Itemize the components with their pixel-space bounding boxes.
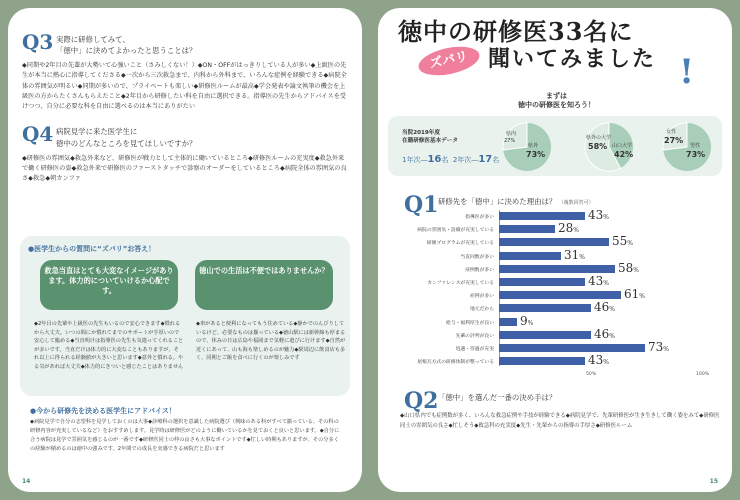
student-question-tokuyama-life: 徳山での生活は不便ではありませんか？	[195, 260, 333, 310]
bar	[499, 265, 615, 273]
bar	[499, 291, 621, 299]
student-qa-box	[20, 236, 350, 396]
pie-gender-big-value: 73%	[686, 150, 706, 159]
advice-text: ◆病院見学で自分の志望科を見学しておくのは大事◆診療科の選択を意識した病院選び（興味のある科がすべて揃っている、その科の研修内容が充実しているなど）をおすすめします。見学時は研修医がどのように働いているかを見ておくと良いと思います。◆自分に合う病院は見学で雰囲気を感じるのが一番です◆研修医同士の仲の良さも大事なポイントです◆忙しい時期もありますが、その分多くの経験が積めるのは徳中の強みです。2年間での成長を実感できる病院だと思います	[30, 419, 340, 452]
bar-value-unit: %	[579, 253, 585, 261]
bar-value-unit: %	[573, 227, 579, 235]
bar-value-number: 58	[618, 260, 634, 275]
q1-unit: （複数回答可）	[558, 200, 594, 206]
bar-label: 処遇・待遇が充実	[455, 347, 494, 352]
bar	[499, 331, 591, 339]
bar-label: 研修プログラムが充実している	[426, 241, 494, 247]
bar-value-number: 73	[648, 340, 664, 354]
q1-number: Q1	[404, 192, 439, 218]
bar-value-number: 46	[594, 326, 610, 341]
bar-value-label	[618, 261, 639, 275]
q2-question: 「徳中」を選んだ一番の決め手は？	[438, 393, 557, 402]
bar-label: 先輩の評判が良い	[455, 333, 494, 339]
bar-value-number: 46	[594, 300, 610, 315]
bar-row	[378, 313, 732, 329]
q3-heading	[22, 32, 348, 56]
bar	[499, 278, 585, 286]
left-page	[8, 8, 362, 492]
bar-value-number: 43	[588, 274, 604, 288]
bar-value-label	[594, 327, 615, 341]
bar-value-number: 43	[588, 208, 604, 222]
bar-label: 地元だから	[470, 307, 494, 313]
headline-line1: 徳中の研修医33名に	[398, 17, 634, 46]
bar-value-number: 61	[624, 287, 640, 302]
bar-row	[378, 260, 732, 276]
bar-value-label	[558, 221, 579, 235]
bar	[499, 252, 561, 260]
pie-origin-small-label: 県内	[506, 131, 517, 137]
bar-label: 症例が多い	[470, 294, 494, 300]
bar-label: 当直回数が多い	[460, 254, 494, 260]
bar-label: カンファレンスが充実している	[427, 281, 494, 286]
bar-value-unit: %	[603, 359, 609, 367]
bar-value-label	[612, 234, 633, 248]
q1-question: 研修先を「徳中」に決めた理由は？ （複数回答可）	[438, 197, 594, 206]
bar-row	[378, 247, 732, 263]
basic-data-box	[388, 116, 722, 176]
bar-value-number: 31	[564, 247, 580, 262]
pie-gender-big-label: 男性	[690, 143, 701, 149]
bar-row	[378, 302, 732, 315]
pie-university-big-label: 山口大学	[612, 143, 633, 149]
q1-bar-chart	[378, 210, 732, 378]
q3-answer: ◆同期や2年目の先輩が大勢いて心強いこと（さみしくない！）◆ON・OFFがはっきりしている人が多い◆上級医の先生が本当に熱心に指導してくださる◆一次から三次救急まで、内科から外科まで、いろんな症例を経験できる◆病院全体の雰囲気が明るい◆同期が多いので、プライベートも楽しい◆研修医ルームが最高◆学会発表や論文執筆の機会を上級医の方からたくさんもらえたこと◆2年目から研修したい科を自由に選択できる。指導医の先生からアドバイスを受けつつ、自分に必要な科を自由に選べるのは本当にありがたい	[22, 62, 347, 111]
pie-gender-small-label: 女性	[666, 129, 677, 135]
headline-line2: 聞いてみました	[488, 46, 657, 72]
bar	[499, 238, 609, 246]
bar-value-label	[588, 274, 609, 288]
bar	[499, 225, 555, 233]
bar-value-unit: %	[527, 319, 534, 327]
student-qa-title: ●医学生からの質問に“ズバリ”お答え！	[28, 245, 156, 253]
bar-value-label	[520, 314, 533, 328]
bar-value-label	[588, 353, 609, 367]
q4-question: 病院見学に来た医学生に 徳中のどんなところを見てほしいですか？	[56, 127, 197, 148]
bar-value-unit: %	[603, 214, 609, 221]
bar-label: 症例数が多い	[465, 267, 494, 273]
right-page	[378, 8, 732, 492]
pie-university-small-value: 58%	[588, 142, 608, 151]
bar-row	[378, 236, 732, 249]
tick-100: 100%	[696, 372, 710, 377]
bar-value-unit: %	[609, 332, 615, 340]
bar-value-unit: %	[609, 306, 615, 314]
bar-label: 指導医が多い	[465, 215, 494, 220]
pie-origin-small-value: 27%	[504, 138, 516, 144]
bar-row	[378, 223, 732, 236]
bar	[499, 212, 585, 220]
pie-gender-small-value: 27%	[664, 136, 684, 145]
bar	[499, 344, 645, 352]
bar-value-number: 43	[588, 353, 604, 368]
advice-title: ●今から研修先を決める医学生にアドバイス！	[30, 407, 176, 415]
bar-row	[378, 210, 732, 223]
q2-answer: ◆山口県内でも症例数が多く、いろんな救急症例や手技が経験できる◆病院見学で、先輩研修医が生き生きして働く姿をみて◆研修医同士の雰囲気の良さ◆忙しそう◆救急科の充実度◆先生・先輩からの指導の手厚さ◆研修医ルーム	[400, 413, 720, 429]
zubari-badge: ズバリ	[416, 42, 482, 80]
student-question-night-duty: 救急当直はとても大変なイメージがあります。体力的についていけるか心配です。	[40, 260, 178, 310]
bar-value-label	[624, 287, 645, 301]
bar-value-unit: %	[663, 346, 669, 353]
bar	[499, 304, 591, 312]
bar-label: 給与・福利厚生が良い	[446, 320, 494, 326]
bar-row	[378, 342, 732, 355]
q2-heading	[404, 390, 732, 412]
page-number-left: 14	[22, 478, 31, 485]
bar-row	[378, 355, 732, 368]
bar-value-label	[648, 340, 669, 354]
bar-label: 屋根瓦方式の研修体制が整っている	[417, 360, 494, 366]
resident-counts: 1年次―16名 2年次―17名	[402, 154, 500, 165]
pie-origin	[500, 120, 554, 174]
bar-label: 病院の雰囲気・設備が充実している	[417, 228, 494, 234]
bar-value-label	[594, 300, 615, 314]
answer-tokuyama-life: ◆車があると便利になってもう住めている◆静かでのんびりしているけど、必要なものは揃っている◆徳山駅には新幹線も停まるので、休みの日は広島や福岡まで気軽に遊びに行けます◆自然が近くにあって、山も海も楽しめるのが魅力◆駅周辺に飲食店も多く、同期とご飯を食べに行くのが楽しみです	[196, 321, 346, 362]
pie-university-big-value: 42%	[614, 150, 634, 159]
pie-university-small-label: 県外の大学	[586, 135, 612, 141]
bar-value-number: 9	[520, 313, 528, 328]
bar	[499, 318, 517, 326]
q3-number: Q3	[22, 30, 54, 54]
q4-number: Q4	[22, 122, 54, 147]
answer-night-duty: ◆2年目の先輩や上級医の先生もいるので安心できます◆慣れるから大丈夫。いつの間にか慣れてまでのサポートが手厚いので安心して臨める◆当直明けは指導医の先生も気遣ってくれることが多いです。当直だけは体力的に大変なこともありますが、それ以上に得られる経験値が大きいと思います◆意外と慣れる。やる気があれば大丈夫◆体力的にきついと感じたことはありません	[34, 321, 184, 370]
bar-value-unit: %	[603, 280, 609, 287]
exclamation-mark: !	[679, 52, 694, 92]
bar	[499, 357, 585, 365]
bar-value-number: 55	[612, 234, 628, 249]
tick-50: 50%	[586, 372, 597, 377]
bar-row	[378, 326, 732, 342]
bar-row	[378, 276, 732, 289]
bar-value-unit: %	[639, 293, 645, 301]
q3-question: 実際に研修してみて、 「徳中」に決めてよかったと思うことは？	[56, 35, 197, 56]
bar-value-unit: %	[627, 240, 633, 248]
q4-heading	[22, 124, 348, 148]
page-number-right: 15	[709, 478, 718, 485]
q4-answer: ◆研修医の雰囲気◆救急外来など、研修医が戦力として主体的に働いているところ◆研修医ルームの充実度◆救急外来で働く研修医の姿◆救急外来で研修医のファーストタッチで診察のオーダーをしているところ◆病院全体の雰囲気の良さ◆救急◆朝カンファ	[22, 154, 347, 183]
basics-title: まずは 徳中の研修医を知ろう！	[518, 92, 595, 110]
pie-origin-big-value: 73%	[526, 150, 546, 159]
bar-value-unit: %	[633, 266, 639, 274]
basic-data-label: 当院2019年度 在籍研修医基本データ	[402, 130, 458, 144]
bar-row	[378, 289, 732, 302]
pie-origin-big-label: 県外	[528, 143, 539, 149]
bar-value-label	[564, 248, 585, 262]
bar-value-label	[588, 208, 609, 222]
bar-value-number: 28	[558, 221, 574, 236]
q2-number: Q2	[404, 388, 439, 414]
